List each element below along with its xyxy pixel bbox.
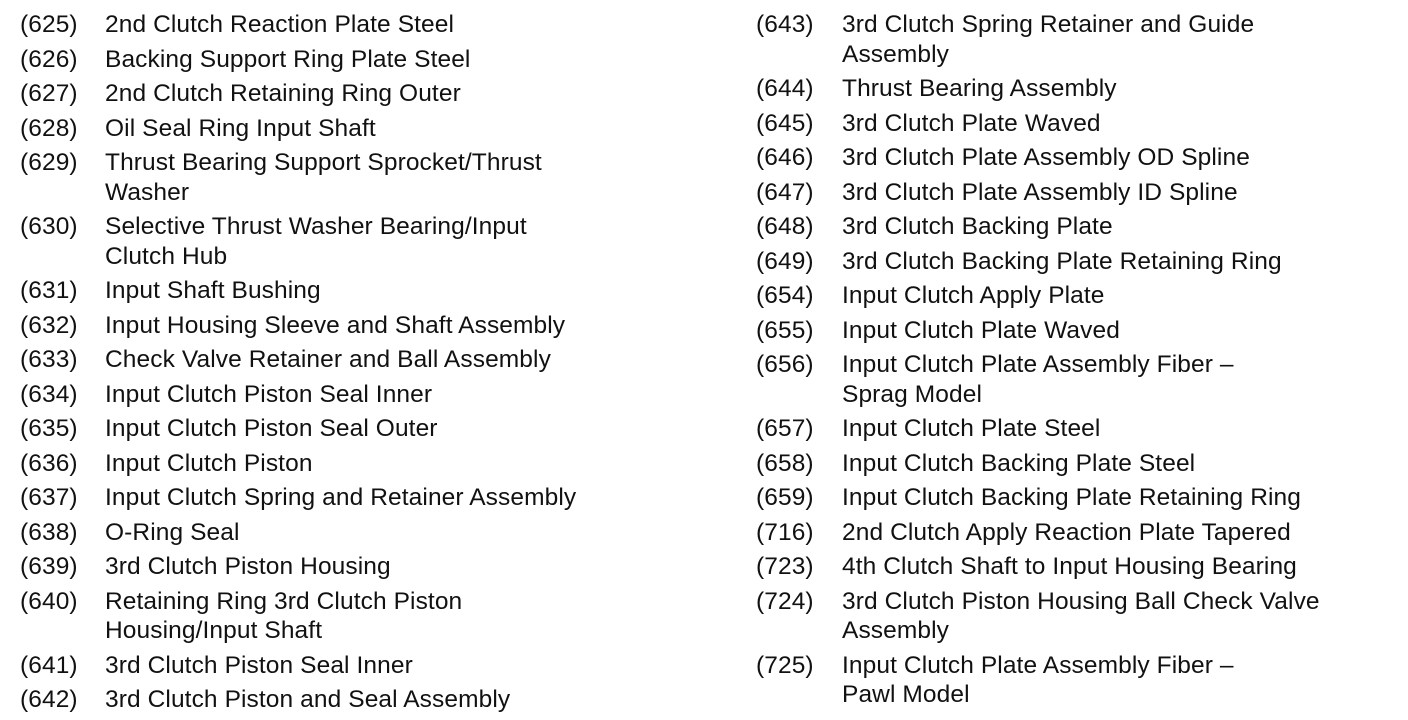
list-item [20, 685, 700, 715]
list-item [756, 651, 1406, 710]
part-number: (658) [756, 449, 814, 477]
list-item [756, 74, 1406, 104]
list-item [756, 10, 1406, 69]
part-number: (641) [20, 651, 78, 679]
part-number: (633) [20, 346, 78, 373]
part-description: O-Ring Seal [105, 518, 240, 546]
list-item [756, 587, 1406, 646]
part-number: (723) [756, 553, 814, 580]
list-item [20, 276, 700, 306]
part-description: 3rd Clutch Piston Seal Inner [105, 651, 413, 679]
part-description: Input Clutch Plate Waved [842, 316, 1120, 344]
part-description: Thrust Bearing Support Sprocket/Thrust Washer [105, 149, 542, 206]
part-number: (628) [20, 114, 78, 142]
list-item [20, 79, 700, 109]
part-number: (627) [20, 80, 78, 107]
list-item [756, 350, 1406, 409]
list-item [20, 114, 700, 144]
list-item [20, 483, 700, 513]
part-description: 2nd Clutch Retaining Ring Outer [105, 80, 461, 107]
part-number: (632) [20, 311, 78, 339]
part-number: (630) [20, 213, 78, 240]
part-number: (654) [756, 282, 814, 309]
part-description: Input Clutch Backing Plate Retaining Ring [842, 484, 1301, 511]
part-description: 3rd Clutch Plate Assembly ID Spline [842, 178, 1238, 206]
part-number: (637) [20, 484, 78, 511]
list-item [20, 449, 700, 479]
list-item [20, 380, 700, 410]
part-number: (724) [756, 587, 814, 615]
part-description: Retaining Ring 3rd Clutch Piston Housing/Input Shaft [105, 587, 463, 644]
part-number: (657) [756, 415, 814, 442]
part-number: (659) [756, 484, 814, 511]
part-description: Backing Support Ring Plate Steel [105, 45, 471, 73]
list-item [20, 587, 700, 646]
part-description: 3rd Clutch Piston and Seal Assembly [105, 686, 511, 713]
list-item [20, 651, 700, 681]
part-description: Input Clutch Plate Assembly Fiber – Sprag Model [842, 351, 1234, 408]
parts-list-left-column [20, 10, 700, 720]
part-number: (716) [756, 518, 814, 546]
part-description: Input Clutch Backing Plate Steel [842, 449, 1196, 477]
list-item [756, 178, 1406, 208]
list-item [756, 518, 1406, 548]
list-item [756, 483, 1406, 513]
part-number: (634) [20, 380, 78, 408]
part-description: 2nd Clutch Apply Reaction Plate Tapered [842, 518, 1291, 546]
part-description: Input Clutch Spring and Retainer Assembly [105, 484, 577, 511]
part-description: Input Clutch Piston [105, 449, 313, 477]
list-item [20, 10, 700, 40]
part-number: (649) [756, 247, 814, 275]
part-description: 3rd Clutch Plate Assembly OD Spline [842, 144, 1250, 171]
list-item [20, 552, 700, 582]
part-description: Selective Thrust Washer Bearing/Input Clutch Hub [105, 213, 527, 270]
part-number: (655) [756, 316, 814, 344]
part-number: (629) [20, 149, 78, 176]
part-number: (644) [756, 75, 814, 102]
part-number: (631) [20, 277, 78, 304]
part-number: (643) [756, 11, 814, 38]
part-number: (640) [20, 587, 78, 615]
part-description: Input Clutch Plate Assembly Fiber – Pawl Model [842, 651, 1234, 708]
part-number: (647) [756, 178, 814, 206]
part-number: (636) [20, 449, 78, 477]
list-item [756, 414, 1406, 444]
list-item [20, 345, 700, 375]
part-number: (656) [756, 351, 814, 378]
part-description: Thrust Bearing Assembly [842, 75, 1117, 102]
part-description: Input Clutch Piston Seal Inner [105, 380, 433, 408]
part-number: (648) [756, 213, 814, 240]
list-item [20, 414, 700, 444]
part-description: 3rd Clutch Piston Housing Ball Check Valve Assembly [842, 587, 1320, 644]
list-item [20, 45, 700, 75]
list-item [756, 316, 1406, 346]
list-item [756, 281, 1406, 311]
part-description: Oil Seal Ring Input Shaft [105, 114, 376, 142]
list-item [20, 518, 700, 548]
part-description: 2nd Clutch Reaction Plate Steel [105, 11, 455, 38]
part-number: (645) [756, 109, 814, 137]
part-number: (625) [20, 11, 78, 38]
part-description: Check Valve Retainer and Ball Assembly [105, 346, 551, 373]
part-description: Input Clutch Piston Seal Outer [105, 415, 438, 442]
part-description: 3rd Clutch Piston Housing [105, 553, 391, 580]
part-number: (725) [756, 651, 814, 679]
part-description: 3rd Clutch Backing Plate Retaining Ring [842, 247, 1282, 275]
part-description: Input Housing Sleeve and Shaft Assembly [105, 311, 566, 339]
part-number: (638) [20, 518, 78, 546]
parts-list-right-column [756, 10, 1406, 715]
part-description: 3rd Clutch Plate Waved [842, 109, 1101, 137]
part-description: 3rd Clutch Spring Retainer and Guide Assembly [842, 11, 1255, 68]
list-item [756, 109, 1406, 139]
part-description: 4th Clutch Shaft to Input Housing Bearing [842, 553, 1297, 580]
list-item [20, 212, 700, 271]
list-item [20, 148, 700, 207]
list-item [20, 311, 700, 341]
list-item [756, 143, 1406, 173]
part-number: (642) [20, 686, 78, 713]
part-number: (646) [756, 144, 814, 171]
list-item [756, 552, 1406, 582]
part-number: (639) [20, 553, 78, 580]
part-description: 3rd Clutch Backing Plate [842, 213, 1113, 240]
list-item [756, 449, 1406, 479]
part-number: (626) [20, 45, 78, 73]
part-number: (635) [20, 415, 78, 442]
part-description: Input Clutch Apply Plate [842, 282, 1105, 309]
list-item [756, 247, 1406, 277]
part-description: Input Clutch Plate Steel [842, 415, 1101, 442]
list-item [756, 212, 1406, 242]
part-description: Input Shaft Bushing [105, 277, 321, 304]
